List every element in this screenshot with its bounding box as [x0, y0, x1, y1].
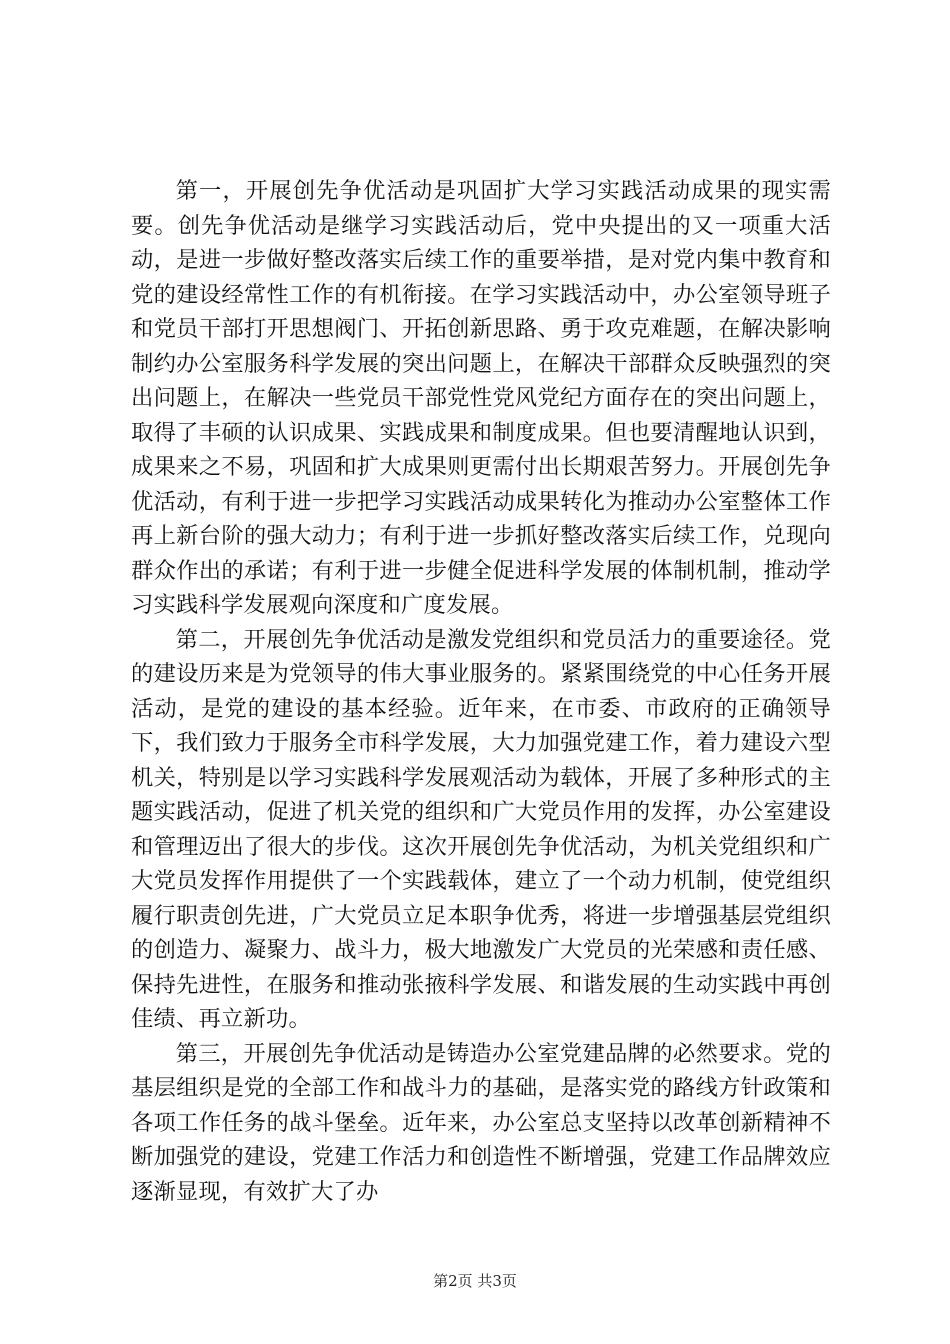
paragraph-1: 第一，开展创先争优活动是巩固扩大学习实践活动成果的现实需要。创先争优活动是继学习实践活动后，党中央提出的又一项重大活动，是进一步做好整改落实后续工作的重要举措，是对党内集中教育和党的建设经常性工作的有机衔接。在学习实践活动中，办公室领导班子和党员干部打开思想阀门、开拓创新思路、勇于攻克难题，在解决影响制约办公室服务科学发展的突出问题上，在解决干部群众反映强烈的突出问题上，在解决一些党员干部党性党风党纪方面存在的突出问题上，取得了丰硕的认识成果、实践成果和制度成果。但也要清醒地认识到，成果来之不易，巩固和扩大成果则更需付出长期艰苦努力。开展创先争优活动，有利于进一步把学习实践活动成果转化为推动办公室整体工作再上新台阶的强大动力；有利于进一步抓好整改落实后续工作，兑现向群众作出的承诺；有利于进一步健全促进科学发展的体制机制，推动学习实践科学发展观向深度和广度发展。	[131, 178, 831, 618]
paragraph-2: 第二，开展创先争优活动是激发党组织和党员活力的重要途径。党的建设历来是为党领导的伟大事业服务的。紧紧围绕党的中心任务开展活动，是党的建设的基本经验。近年来，在市委、市政府的正确领导下，我们致力于服务全市科学发展，大力加强党建工作，着力建设六型机关，特别是以学习实践科学发展观活动为载体，开展了多种形式的主题实践活动，促进了机关党的组织和广大党员作用的发挥，办公室建设和管理迈出了很大的步伐。这次开展创先争优活动，为机关党组织和广大党员发挥作用提供了一个实践载体，建立了一个动力机制，使党组织履行职责创先进，广大党员立足本职争优秀，将进一步增强基层党组织的创造力、凝聚力、战斗力，极大地激发广大党员的光荣感和责任感、保持先进性，在服务和推动张掖科学发展、和谐发展的生动实践中再创佳绩、再立新功。	[131, 626, 831, 1032]
document-body	[131, 174, 831, 1209]
paragraph-3: 第三，开展创先争优活动是铸造办公室党建品牌的必然要求。党的基层组织是党的全部工作和战斗力的基础，是落实党的路线方针政策和各项工作任务的战斗堡垒。近年来，办公室总支坚持以改革创新精神不断加强党的建设，党建工作活力和创造性不断增强，党建工作品牌效应逐渐显现，有效扩大了办	[131, 1040, 831, 1205]
page-number-footer: 第2页 共3页	[433, 1272, 517, 1290]
